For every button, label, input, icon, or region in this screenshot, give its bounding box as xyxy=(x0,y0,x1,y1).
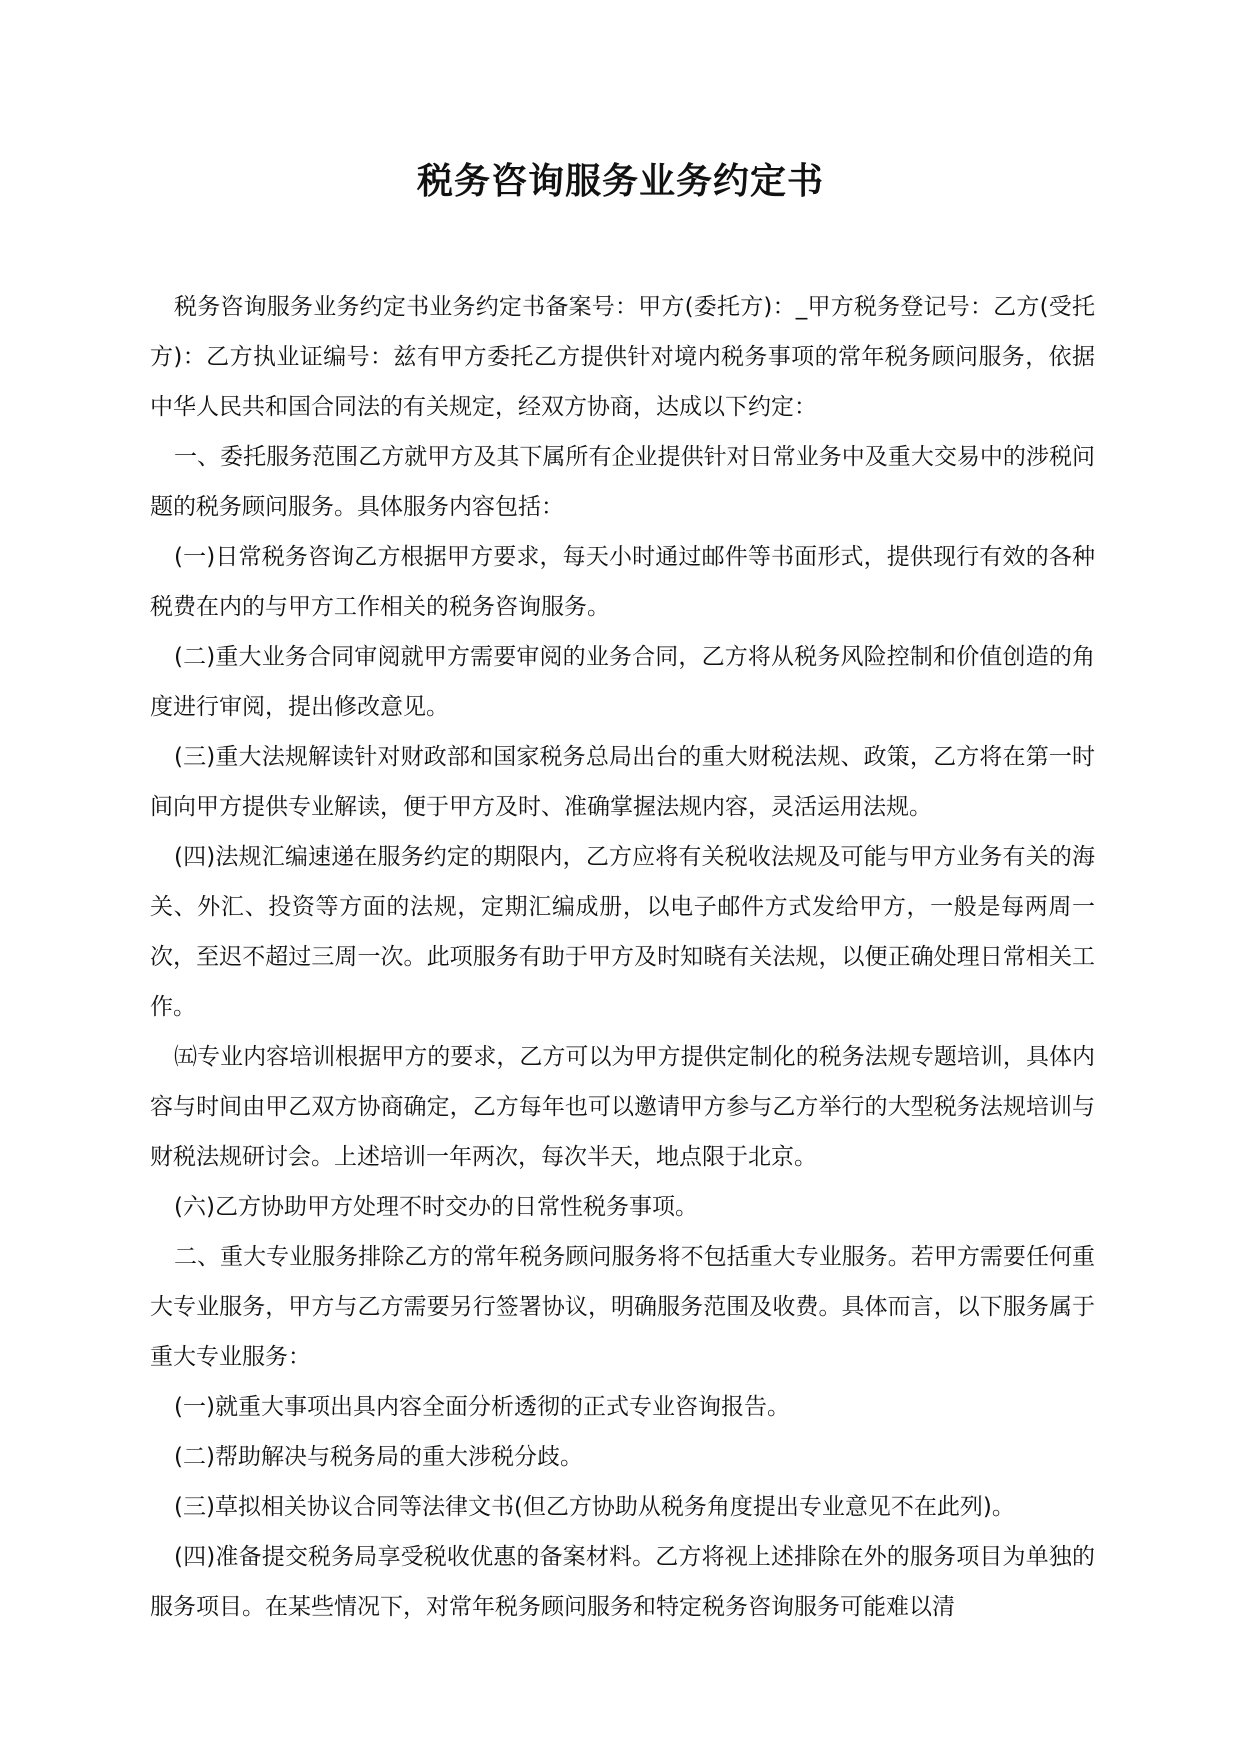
paragraph-section-2: 二、重大专业服务排除乙方的常年税务顾问服务将不包括重大专业服务。若甲方需要任何重大专业服务，甲方与乙方需要另行签署协议，明确服务范围及收费。具体而言，以下服务属于重大专业服务： xyxy=(150,1244,1095,1370)
paragraph-item-1-1: (一)日常税务咨询乙方根据甲方要求，每天小时通过邮件等书面形式，提供现行有效的各种税费在内的与甲方工作相关的税务咨询服务。 xyxy=(150,544,1095,620)
paragraph-item-1-4: (四)法规汇编速递在服务约定的期限内，乙方应将有关税收法规及可能与甲方业务有关的海关、外汇、投资等方面的法规，定期汇编成册，以电子邮件方式发给甲方，一般是每两周一次，至迟不超过三周一次。此项服务有助于甲方及时知晓有关法规，以便正确处理日常相关工作。 xyxy=(150,844,1095,1020)
paragraph-item-1-2: (二)重大业务合同审阅就甲方需要审阅的业务合同，乙方将从税务风险控制和价值创造的角度进行审阅，提出修改意见。 xyxy=(150,644,1095,720)
paragraph-item-2-1: (一)就重大事项出具内容全面分析透彻的正式专业咨询报告。 xyxy=(174,1394,790,1420)
paragraph-preamble: 税务咨询服务业务约定书业务约定书备案号：甲方(委托方)：_甲方税务登记号：乙方(受托方)：乙方执业证编号：兹有甲方委托乙方提供针对境内税务事项的常年税务顾问服务，依据中华人民共和国合同法的有关规定，经双方协商，达成以下约定： xyxy=(150,294,1095,420)
document-title: 税务咨询服务业务约定书 xyxy=(416,161,824,202)
paragraph-item-2-2: (二)帮助解决与税务局的重大涉税分歧。 xyxy=(174,1444,583,1470)
paragraph-item-1-3: (三)重大法规解读针对财政部和国家税务总局出台的重大财税法规、政策，乙方将在第一时间向甲方提供专业解读，便于甲方及时、准确掌握法规内容，灵活运用法规。 xyxy=(150,744,1095,820)
paragraph-item-2-3: (三)草拟相关协议合同等法律文书(但乙方协助从税务角度提出专业意见不在此列)。 xyxy=(174,1494,1015,1520)
paragraph-item-1-5: ㈤专业内容培训根据甲方的要求，乙方可以为甲方提供定制化的税务法规专题培训，具体内容与时间由甲乙双方协商确定，乙方每年也可以邀请甲方参与乙方举行的大型税务法规培训与财税法规研讨会。上述培训一年两次，每次半天，地点限于北京。 xyxy=(150,1044,1095,1170)
paragraph-item-2-4: (四)准备提交税务局享受税收优惠的备案材料。乙方将视上述排除在外的服务项目为单独的服务项目。在某些情况下，对常年税务顾问服务和特定税务咨询服务可能难以清 xyxy=(150,1544,1095,1620)
paragraph-section-1: 一、委托服务范围乙方就甲方及其下属所有企业提供针对日常业务中及重大交易中的涉税问题的税务顾问服务。具体服务内容包括： xyxy=(150,444,1095,520)
document-body xyxy=(150,282,1095,1632)
paragraph-item-1-6: (六)乙方协助甲方处理不时交办的日常性税务事项。 xyxy=(174,1194,698,1220)
